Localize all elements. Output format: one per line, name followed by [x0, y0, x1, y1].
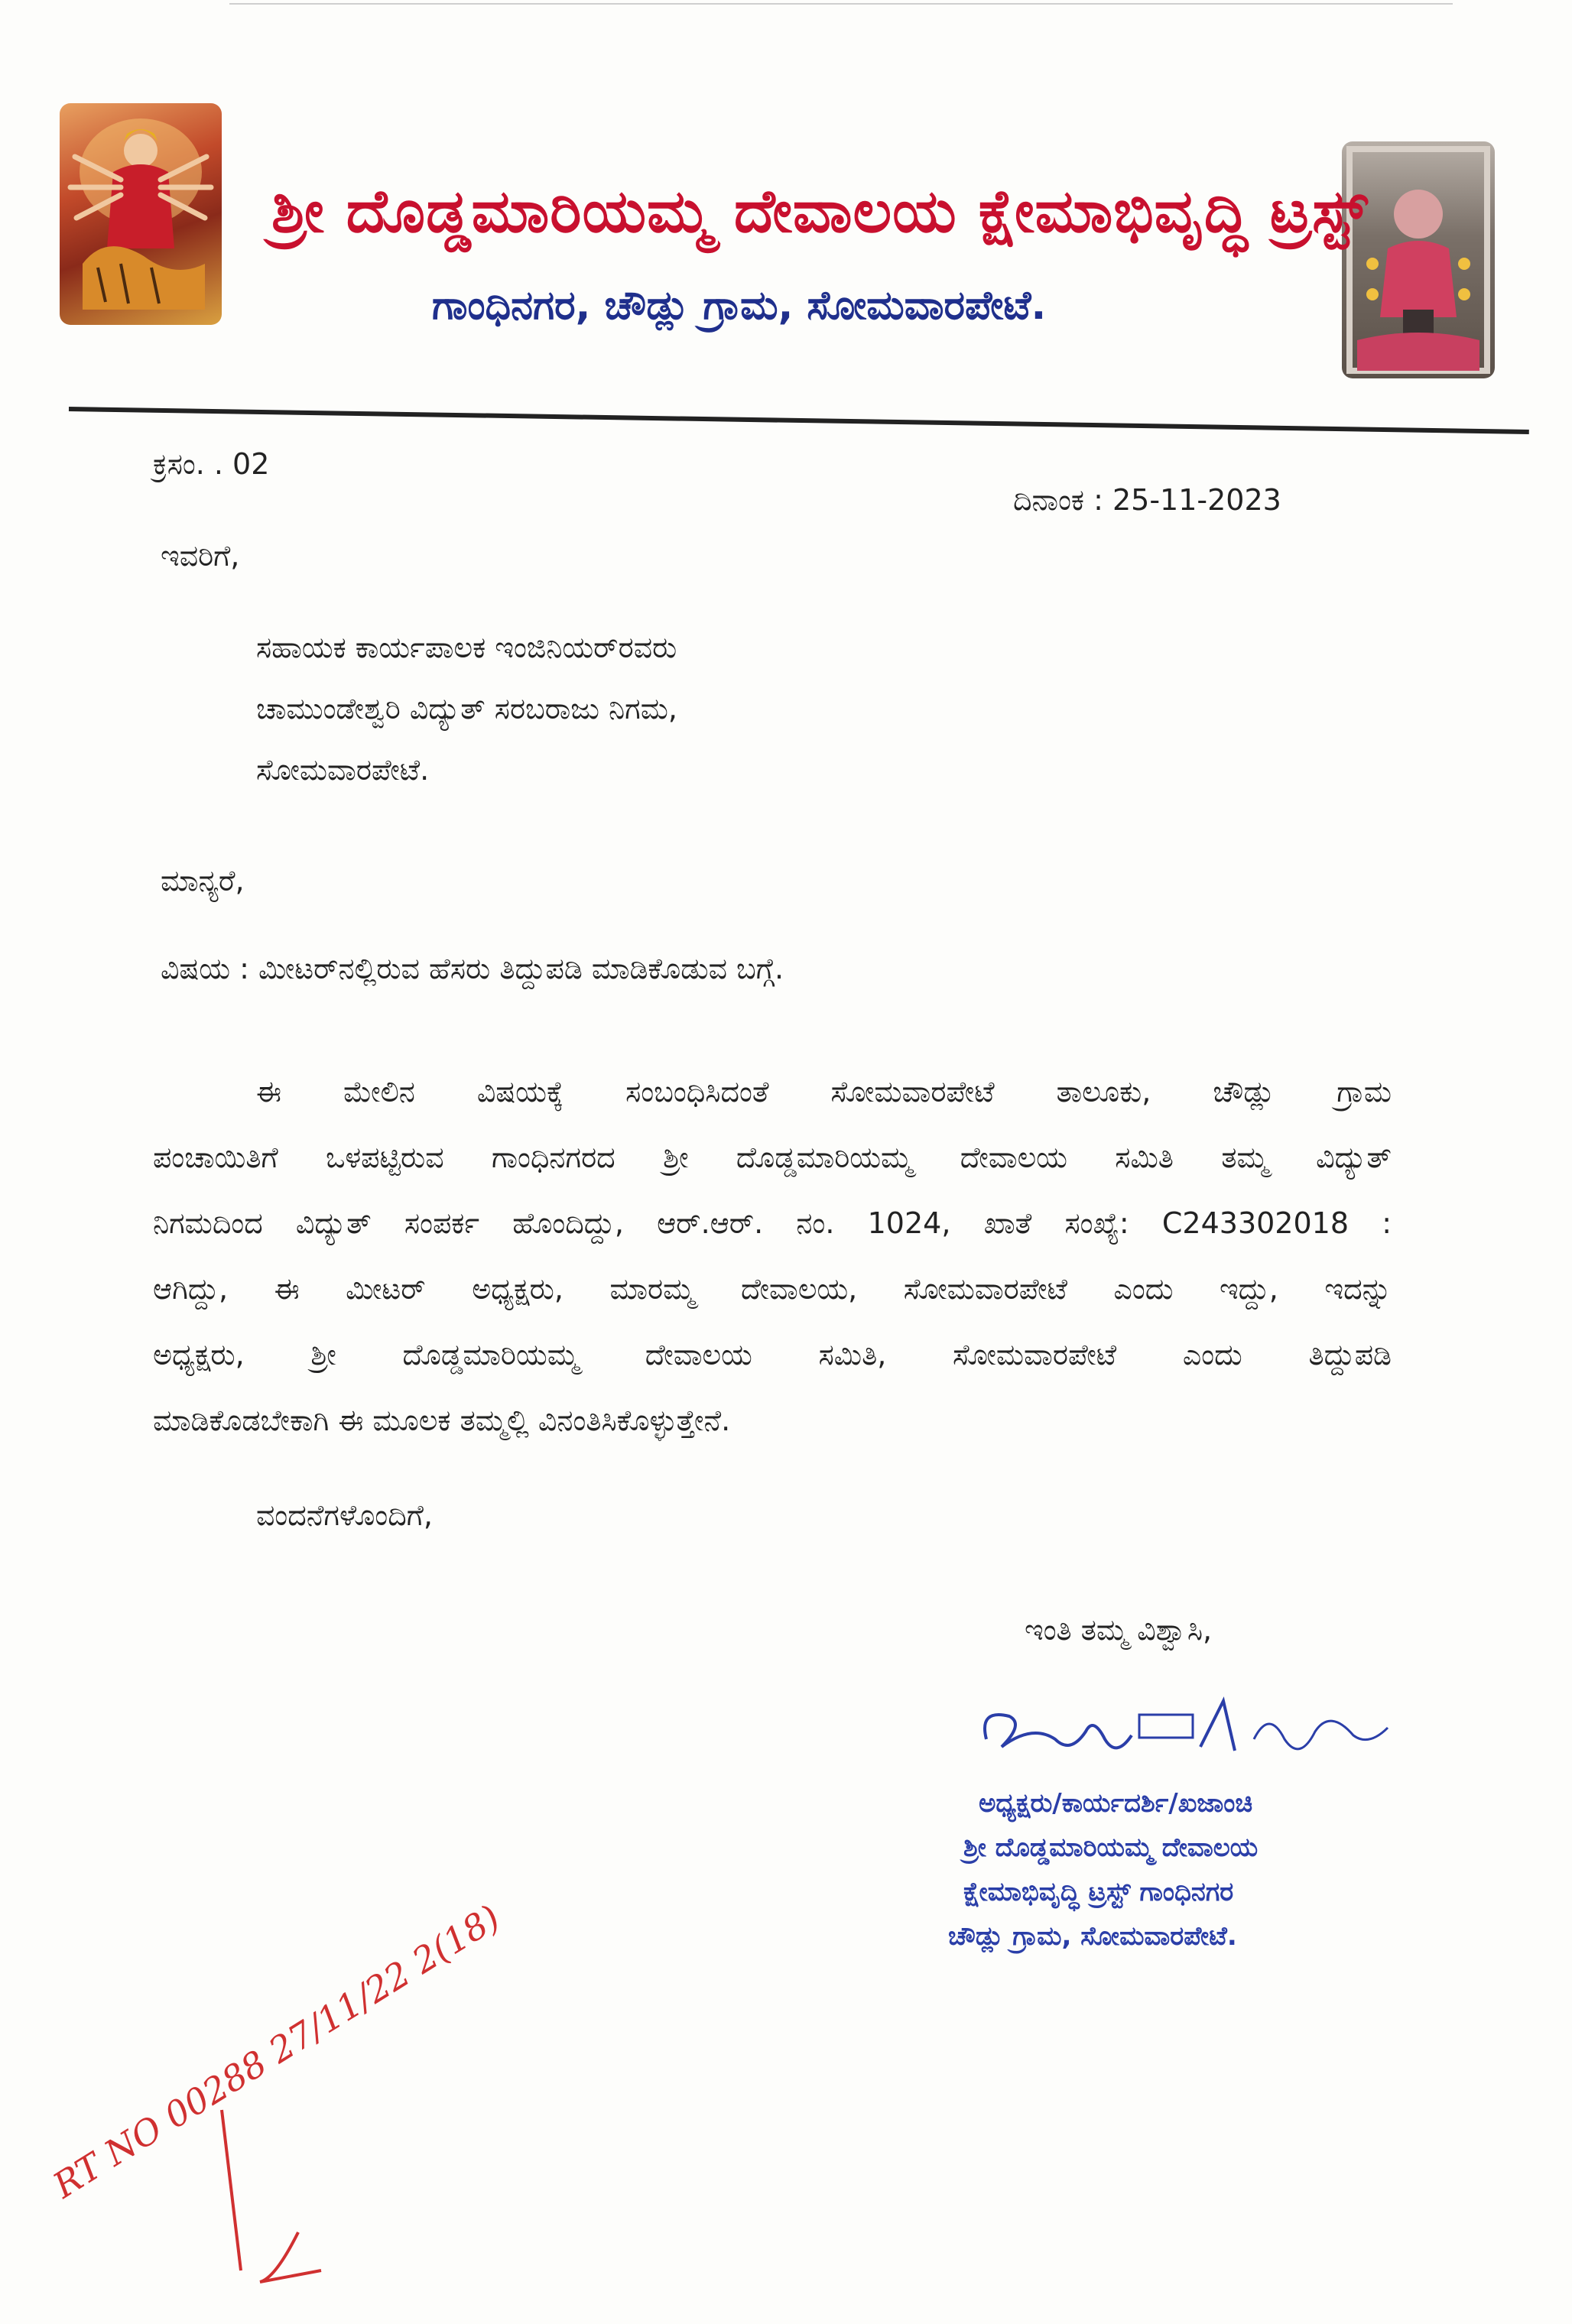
trust-title: ಶ್ರೀ ದೊಡ್ಡಮಾರಿಯಮ್ಮ ದೇವಾಲಯ ಕ್ಷೇಮಾಭಿವೃದ್ಧಿ ಟ್ರಸ್ಟ್ [271, 177, 1369, 246]
stamp-line: ಚೌಡ್ಲು ಗ್ರಾಮ, ಸೋಮವಾರಪೇಟೆ. [948, 1921, 1237, 1952]
closing-line: ವಂದನೆಗಳೊಂದಿಗೆ, [256, 1498, 433, 1532]
body-line: ಆಗಿದ್ದು, ಈ ಮೀಟರ್ ಅಧ್ಯಕ್ಷರು, ಮಾರಮ್ಮ ದೇವಾಲಯ, ಸೋಮವಾರಪೇಟೆ ಎಂದು ಇದ್ದು, ಇದನ್ನು [153, 1272, 1392, 1306]
salutation: ಮಾನ್ಯರೆ, [161, 864, 245, 897]
official-stamp [902, 1781, 1258, 1959]
note-strokes [46, 2079, 382, 2301]
handwritten-note [46, 1896, 508, 2301]
body-line: ಅಧ್ಯಕ್ಷರು, ಶ್ರೀ ದೊಡ್ಡಮಾರಿಯಮ್ಮ ದೇವಾಲಯ ಸಮಿತಿ, ಸೋಮವಾರಪೇಟೆ ಎಂದು ತಿದ್ದುಪಡಿ [153, 1338, 1392, 1371]
body-line: ಈ ಮೇಲಿನ ವಿಷಯಕ್ಕೆ ಸಂಬಂಧಿಸಿದಂತೆ ಸೋಮವಾರಪೇಟೆ ತಾಲೂಕು, ಚೌಡ್ಲು ಗ್ರಾಮ [256, 1075, 1392, 1108]
stamp-line: ಅಧ್ಯಕ್ಷರು/ಕಾರ್ಯದರ್ಶಿ/ಖಜಾಂಚಿ [979, 1788, 1253, 1819]
scan-edge-line [229, 3, 1453, 5]
body-line: ಪಂಚಾಯಿತಿಗೆ ಒಳಪಟ್ಟಿರುವ ಗಾಂಧಿನಗರದ ಶ್ರೀ ದೊಡ್ಡಮಾರಿಯಮ್ಮ ದೇವಾಲಯ ಸಮಿತಿ ತಮ್ಮ ವಿದ್ಯುತ್ [153, 1141, 1392, 1174]
recipient-line: ಚಾಮುಂಡೇಶ್ವರಿ ವಿದ್ಯುತ್ ಸರಬರಾಜು ನಿಗಮ, [256, 692, 677, 725]
letter-body [153, 1059, 1392, 1453]
goddess-durga-image [60, 103, 222, 325]
reference-number: ಕ್ರಸಂ. . 02 [153, 447, 270, 481]
handwritten-note-text: RT NO 00288 27/11/22 2(18) [46, 1896, 508, 2206]
to-label: ಇವರಿಗೆ, [161, 539, 240, 573]
recipient-line: ಸೋಮವಾರಪೇಟೆ. [256, 753, 430, 787]
goddess-illustration [60, 103, 222, 325]
header-divider [69, 407, 1529, 434]
body-line: ಮಾಡಿಕೊಡಬೇಕಾಗಿ ಈ ಮೂಲಕ ತಮ್ಮಲ್ಲಿ ವಿನಂತಿಸಿಕೊಳ್ಳುತ್ತೇನೆ. [153, 1404, 731, 1437]
letter-date: ದಿನಾಂಕ : 25-11-2023 [1013, 483, 1281, 517]
signature [971, 1693, 1399, 1777]
recipient-line: ಸಹಾಯಕ ಕಾರ್ಯಪಾಲಕ ಇಂಜಿನಿಯರ್‌ರವರು [256, 631, 677, 664]
trust-address: ಗಾಂಧಿನಗರ, ಚೌಡ್ಲು ಗ್ರಾಮ, ಸೋಮವಾರಪೇಟೆ. [432, 283, 1047, 329]
yours-faithfully: ಇಂತಿ ತಮ್ಮ ವಿಶ್ವಾಸಿ, [1025, 1613, 1213, 1647]
stamp-line: ಕ್ಷೇಮಾಭಿವೃದ್ಧಿ ಟ್ರಸ್ಟ್ ಗಾಂಧಿನಗರ [963, 1877, 1234, 1907]
body-line: ನಿಗಮದಿಂದ ವಿದ್ಯುತ್ ಸಂಪರ್ಕ ಹೊಂದಿದ್ದು, ಆರ್.ಆರ್. ನಂ. 1024, ಖಾತೆ ಸಂಖ್ಯೆ: C243302018 : [153, 1206, 1392, 1240]
subject-line: ವಿಷಯ : ಮೀಟರ್‌ನಲ್ಲಿರುವ ಹೆಸರು ತಿದ್ದುಪಡಿ ಮಾಡಿಕೊಡುವ ಬಗ್ಗೆ. [161, 952, 784, 985]
stamp-line: ಶ್ರೀ ದೊಡ್ಡಮಾರಿಯಮ್ಮ ದೇವಾಲಯ [963, 1832, 1259, 1863]
